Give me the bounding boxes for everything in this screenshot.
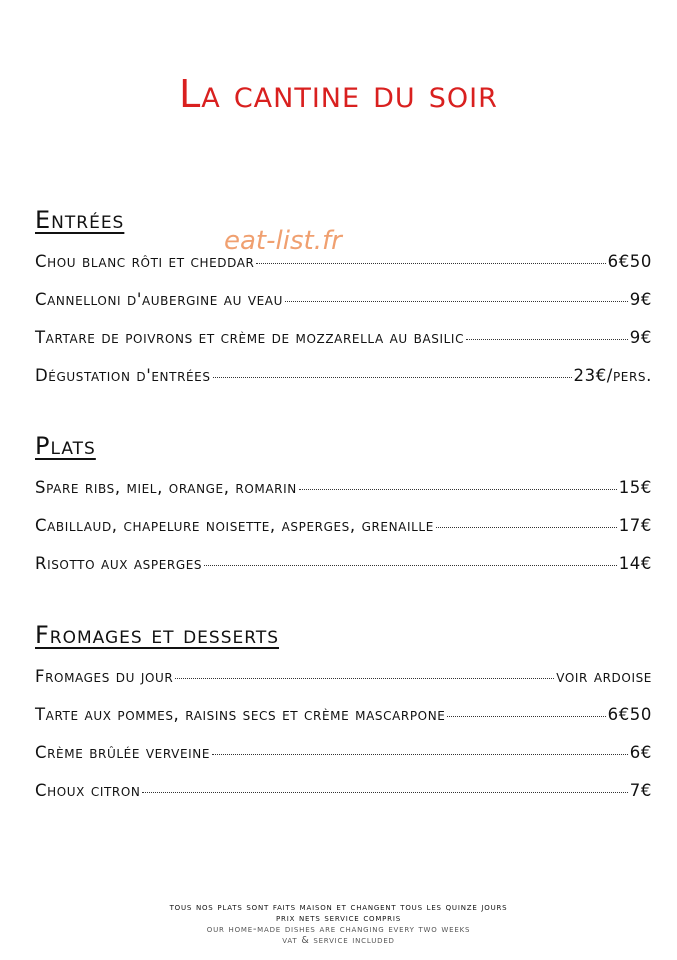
watermark-text: eat-list.fr [224, 226, 342, 256]
menu-item [35, 554, 652, 592]
footer-line-en: our home-made dishes are changing every two weeks [206, 924, 471, 935]
dot-leader [466, 339, 628, 340]
item-name: Spare ribs, miel, orange, romarin [35, 478, 297, 497]
menu-item [35, 478, 652, 516]
item-price: 6€50 [607, 252, 652, 271]
item-name: Crème brûlée verveine [35, 743, 211, 762]
footer-line-fr: prix nets service compris [276, 913, 401, 924]
menu-item [35, 743, 652, 781]
dot-leader [175, 678, 554, 679]
dot-leader [285, 301, 628, 302]
item-name: Choux citron [35, 781, 141, 800]
menu-item [35, 667, 652, 705]
item-price: 17€ [618, 516, 652, 535]
dot-leader [213, 377, 572, 378]
menu-title: La cantine du soir [179, 72, 498, 116]
item-price: 7€ [629, 781, 652, 800]
item-name: Risotto aux asperges [35, 554, 203, 573]
dot-leader [256, 263, 605, 264]
item-name: Cannelloni d'aubergine au veau [35, 290, 283, 309]
dot-leader [299, 489, 617, 490]
item-price: 15€ [618, 478, 652, 497]
menu-item [35, 328, 652, 366]
section-title: Plats [35, 432, 96, 460]
item-name: Tarte aux pommes, raisins secs et crème mascarpone [35, 705, 446, 724]
menu-item [35, 366, 652, 404]
menu-item [35, 781, 652, 819]
footer-line-en: vat & service included [282, 935, 395, 946]
item-name: Chou blanc rôti et cheddar [35, 252, 255, 271]
section-plats [35, 432, 652, 592]
item-name: Fromages du jour [35, 667, 174, 686]
section-title: Entrées [35, 206, 125, 234]
footer-line-fr: tous nos plats sont faits maison et changent tous les quinze jours [169, 902, 508, 913]
item-name: Cabillaud, chapelure noisette, asperges, grenaille [35, 516, 434, 535]
item-name: Dégustation d'entrées [35, 366, 211, 385]
item-price: 23€/pers. [573, 366, 652, 385]
dot-leader [212, 754, 628, 755]
dot-leader [142, 792, 627, 793]
item-name: Tartare de poivrons et crème de mozzarella au basilic [35, 328, 465, 347]
dot-leader [447, 716, 605, 717]
menu-item [35, 290, 652, 328]
section-title: Fromages et desserts [35, 621, 279, 649]
item-price: 9€ [629, 328, 652, 347]
item-price: 14€ [618, 554, 652, 573]
item-price: 9€ [629, 290, 652, 309]
menu-item [35, 705, 652, 743]
footer-notes [0, 902, 677, 946]
item-price: voir ardoise [556, 667, 652, 686]
dot-leader [204, 565, 617, 566]
dot-leader [436, 527, 617, 528]
section-fromages-desserts [35, 621, 652, 819]
menu-item [35, 516, 652, 554]
section-entrees [35, 206, 652, 404]
item-price: 6€50 [607, 705, 652, 724]
item-price: 6€ [629, 743, 652, 762]
menu-item [35, 252, 652, 290]
